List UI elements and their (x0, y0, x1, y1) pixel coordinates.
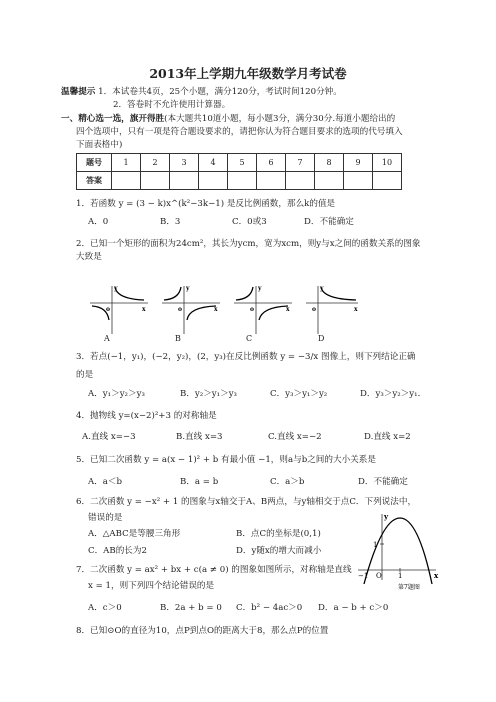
q7-fig-x-one-label: 1 (398, 572, 403, 580)
q2-graph-b-o-label: o (178, 306, 183, 313)
table-header-number: 题号 (77, 154, 112, 172)
q2-graph-c-y-label: y (258, 285, 262, 292)
q4-option-c: C.直线 x=−2 (268, 432, 322, 442)
q7-option-b: B．2a + b = 0 (160, 603, 222, 613)
q3-option-c: C．y₃＞y₁＞y₂ (270, 389, 328, 399)
q7-option-c: C．b² − 4ac＞0 (236, 603, 303, 613)
q6-option-a: A．△ABC是等腰三角形 (88, 529, 181, 539)
answer-cell[interactable] (257, 172, 286, 190)
q3-option-d: D．y₃＞y₂＞y₁． (360, 389, 427, 399)
q5-option-c: C．a＞b (270, 477, 305, 487)
q5-option-b: B．a = b (180, 477, 219, 487)
table-cell-number: 9 (344, 154, 373, 172)
q2-graph-b-y-label: y (186, 285, 190, 292)
q7-fig-x-label: x (434, 571, 439, 580)
q1-option-c: C．0或3 (232, 217, 267, 227)
q5-option-d: D．不能确定 (358, 477, 408, 487)
table-cell-number: 4 (199, 154, 228, 172)
answer-cell[interactable] (228, 172, 257, 190)
answer-cell[interactable] (315, 172, 344, 190)
answer-cell[interactable] (141, 172, 170, 190)
page-title: 2013年上学期九年级数学月考试卷 (149, 66, 347, 81)
q2-label-b: B (175, 334, 181, 343)
q7-fig-origin-label: O (376, 572, 382, 580)
q8-stem: 8．已知⊙O的直径为10，点P到点O的距离大于8，那么点P的位置 (76, 626, 329, 636)
q4-option-a: A.直线 x=−3 (82, 432, 136, 442)
q7-option-d: D．a − b + c＞0 (318, 603, 389, 613)
q6-option-d: D．y随x的增大而减小 (236, 546, 322, 556)
q6-stem-1: 6．二次函数 y = −x² + 1 的图象与x轴交于A、B两点，与y轴相交于点C．下列说法中， (76, 497, 417, 507)
q3-option-b: B．y₂＞y₁＞y₃ (180, 389, 237, 399)
q7-fig-y-label: y (384, 512, 389, 521)
table-cell-number: 8 (315, 154, 344, 172)
q2-graph-b (162, 285, 220, 334)
q2-label-a: A (104, 334, 110, 343)
section-1-text-3: 下面表格中) (76, 140, 123, 150)
table-cell-number: 3 (170, 154, 199, 172)
notice-label: 温馨提示 (61, 87, 96, 97)
table-cell-number: 5 (228, 154, 257, 172)
q2-graph-a-o-label: o (106, 306, 111, 313)
notice-text-1: 1．本试卷共4页，25个小题，满分120分，考试时间120分钟。 (98, 87, 342, 97)
section-1-heading: 一、精心选一选，旗开得胜 (61, 114, 165, 124)
answer-cell[interactable] (344, 172, 373, 190)
q2-stem-1: 2．已知一个矩形的面积为24cm²，其长为ycm，宽为xcm，则y与x之间的函数关系的图象 (76, 239, 421, 249)
answer-cell[interactable] (199, 172, 228, 190)
section-1-text-1: (本大题共10道小题，每小题3分，满分30分.每道小题给出的 (164, 114, 396, 124)
q7-fig-one-label: 1 (373, 541, 378, 549)
answer-cell[interactable] (170, 172, 199, 190)
q7-fig-neg-one-label: −1 (358, 572, 369, 580)
answer-cell[interactable] (286, 172, 315, 190)
table-header-answer: 答案 (77, 172, 112, 190)
q1-option-a: A．0 (88, 217, 109, 227)
q4-option-d: D.直线 x=2 (364, 432, 411, 442)
table-cell-number: 1 (112, 154, 141, 172)
q3-stem-2: 的是 (76, 370, 94, 380)
q6-option-b: B．点C的坐标是(0,1) (236, 529, 321, 539)
q2-label-d: D (318, 334, 325, 343)
q5-stem: 5．已知二次函数 y = a(x − 1)² + b 有最小值 −1，则a与b之间的大小关系是 (76, 455, 376, 465)
q5-option-a: A．a＜b (88, 477, 123, 487)
q2-graph-d-x-label: x (354, 306, 358, 313)
table-cell-number: 7 (286, 154, 315, 172)
q3-stem-1: 3．若点(−1，y₁)，(−2，y₂)，(2，y₃)在反比例函数 y = −3/x 图像上，则下列结论正确 (76, 352, 416, 362)
table-row-answers (77, 172, 402, 190)
q2-graph-d (306, 285, 358, 334)
q2-graph-a-y-label: y (114, 285, 118, 292)
q7-figure (354, 510, 440, 592)
q2-graph-a-x-label: x (142, 306, 146, 313)
q1-option-b: B．3 (160, 217, 181, 227)
q3-option-a: A．y₁＞y₂＞y₃ (88, 389, 145, 399)
q7-figure-caption: 第7题图 (398, 584, 420, 591)
answer-cell[interactable] (112, 172, 141, 190)
table-row-numbers (77, 154, 402, 172)
q4-option-b: B.直线 x=3 (176, 432, 223, 442)
q2-graph-c-x-label: x (286, 306, 290, 313)
q2-graph-b-x-label: x (214, 306, 218, 313)
q2-graph-c-o-label: o (250, 306, 255, 313)
table-cell-number: 6 (257, 154, 286, 172)
q2-graph-a (90, 285, 148, 334)
q7-option-a: A．c＞0 (88, 603, 122, 613)
q6-stem-2: 错误的是 (88, 513, 123, 523)
q2-label-c: C (246, 334, 253, 343)
q2-stem-2: 大致是 (76, 252, 102, 262)
section-1-line-1 (61, 113, 395, 125)
q4-stem: 4．抛物线 y=(x−2)²+3 的对称轴是 (76, 411, 217, 421)
q7-stem-1: 7．二次函数 y = ax² + bx + c(a ≠ 0) 的图象如图所示，对称轴是直线 (76, 565, 352, 575)
answer-cell[interactable] (373, 172, 402, 190)
section-1-text-2: 四个选项中，只有一项是符合题设要求的，请把你认为符合题目要求的选项的代号填入 (76, 127, 403, 137)
q7-stem-2: x = 1，则下列四个结论错误的是 (88, 581, 215, 591)
table-cell-number: 2 (141, 154, 170, 172)
q6-option-c: C．AB的长为2 (88, 546, 147, 556)
q1-stem: 1．若函数 y = (3 − k)x^(k²−3k−1) 是反比例函数，那么k的值是 (76, 199, 336, 209)
table-cell-number: 10 (373, 154, 402, 172)
q2-graph-d-o-label: o (312, 306, 317, 313)
q2-graph-d-y-label: y (320, 285, 324, 292)
notice-line-1 (61, 86, 342, 98)
q2-graph-c (234, 285, 292, 334)
notice-text-2: 2．答卷时不允许使用计算器。 (113, 100, 231, 110)
answer-table (76, 153, 402, 190)
q1-option-d: D．不能确定 (304, 217, 354, 227)
